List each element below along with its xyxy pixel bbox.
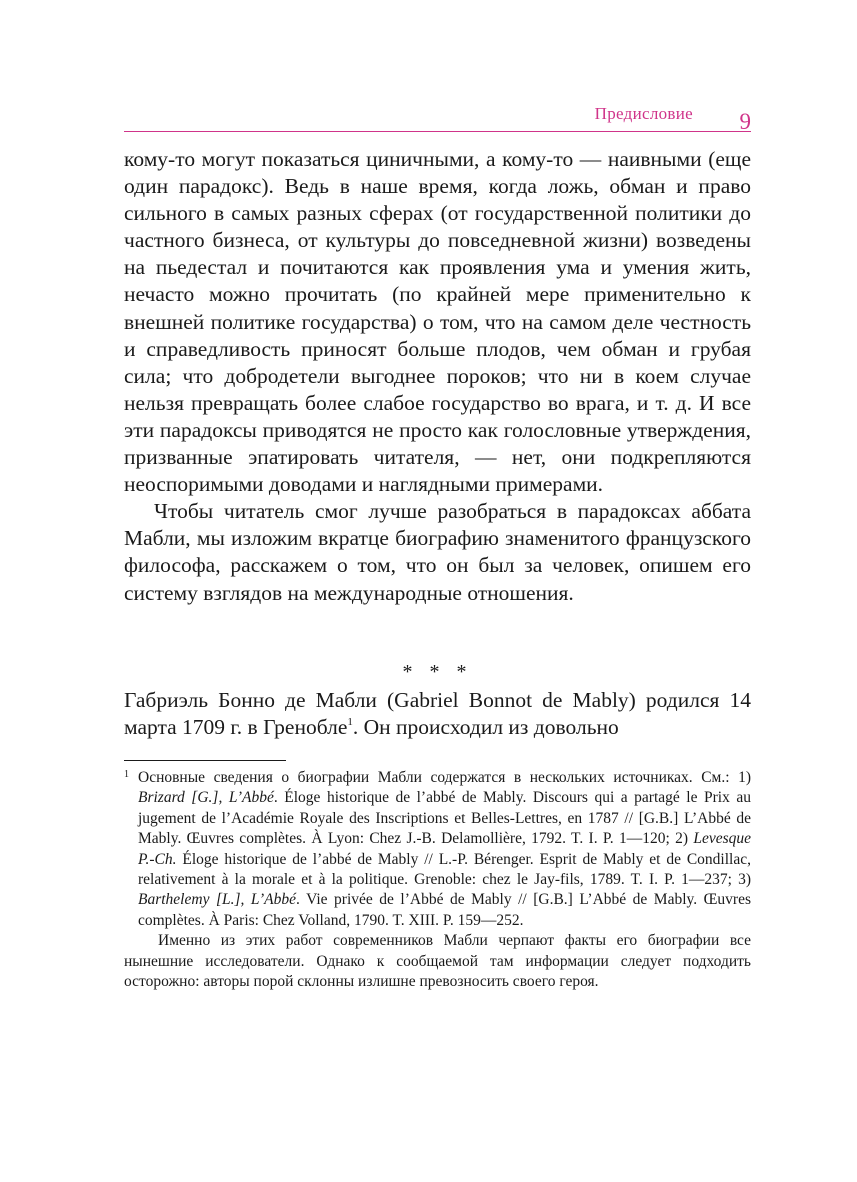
footnote-1-author-brizard: Brizard [G.], L’Abbé xyxy=(138,789,274,807)
section-text-start: Габриэль Бонно де Мабли (Gabriel Bonnot de Mably) родился 14 марта 1709 г. в Гренобле xyxy=(124,688,751,740)
footnote-1-part-c: . Éloge historique de l’abbé de Mably. Discours qui a partagé le Prix au jugement de l’Académie Royale des Inscriptions et Belles-Lettres, en 1787 // [G.B.] L’Abbé de Mably. Œuvres complètes. À Lyon: Chez J.-B. Delamollière, 1792. T. I. P. 1—120; 2) xyxy=(138,789,751,848)
footnote-reference: 1 xyxy=(347,716,353,729)
main-text xyxy=(124,146,751,607)
footnote-1-part-e: Éloge historique de l’abbé de Mably // L.-P. Bérenger. Esprit de Mably et de Condillac, relativement à la morale et à la politique. Grenoble: chez le Jay-fils, 1789. T. I. P. 1—237; 3) xyxy=(138,850,751,889)
page-number: 9 xyxy=(739,109,751,134)
footnote-1-part-a: Основные сведения о биографии Мабли содержатся в нескольких источниках. См.: 1) xyxy=(138,769,751,786)
paragraph-1: кому-то могут показаться циничными, а кому-то — наивными (еще один парадокс). Ведь в наше время, когда ложь, обман и право сильного в самых разных сферах (от государственной политики до частного бизнеса, от культуры до повседневной жизни) возведены на пьедестал и почитаются как проявления ума и умения жить, нечасто можно прочитать (по крайней мере применительно к внешней политике государства) о том, что на самом деле честность и справедливость приносят больше плодов, чем обман и грубая сила; что добродетели выгоднее пороков; что ни в коем случае нельзя превращать более слабое государство во врага, и т. д. И все эти парадоксы приводятся не просто как голословные утверждения, призванные эпатировать читателя, — нет, они подкрепляются неоспоримыми доводами и наглядными примерами. xyxy=(124,147,751,497)
paragraph-2: Чтобы читатель смог лучше разобраться в парадоксах аббата Мабли, мы изложим вкратце биографию знаменитого французского философа, расскажем о том, что он был за человек, опишем его систему взглядов на международные отношения. xyxy=(124,499,751,605)
footnote-1-part-g: . Vie privée de l’Abbé de Mably // [G.B.] L’Abbé de Mably. Œuvres complètes. À Paris: Chez Volland, 1790. T. XIII. P. 159—252. xyxy=(138,891,752,929)
running-title: Предисловие xyxy=(594,104,693,123)
footnotes xyxy=(124,768,751,992)
footnote-mark: 1 xyxy=(124,769,129,780)
section-text-end: . Он происходил из довольно xyxy=(352,715,619,740)
footnote-1-author-barthelemy: Barthelemy [L.], L’Abbé xyxy=(138,891,296,909)
section-break: * * * xyxy=(402,661,473,683)
footnote-1-continuation: Именно из этих работ современников Мабли черпают факты его биографии все нынешние исследователи. Однако к сообщаемой там информации следует подходить осторожно: авторы порой склонны излишне превозносить своего героя. xyxy=(124,932,751,991)
footnote-1 xyxy=(124,768,751,931)
footnote-divider xyxy=(124,760,286,761)
section-text xyxy=(124,687,751,741)
running-head xyxy=(124,103,751,132)
section-paragraph xyxy=(124,687,751,741)
footnote-1-author-levesque: Levesque P.-Ch. xyxy=(138,830,751,868)
